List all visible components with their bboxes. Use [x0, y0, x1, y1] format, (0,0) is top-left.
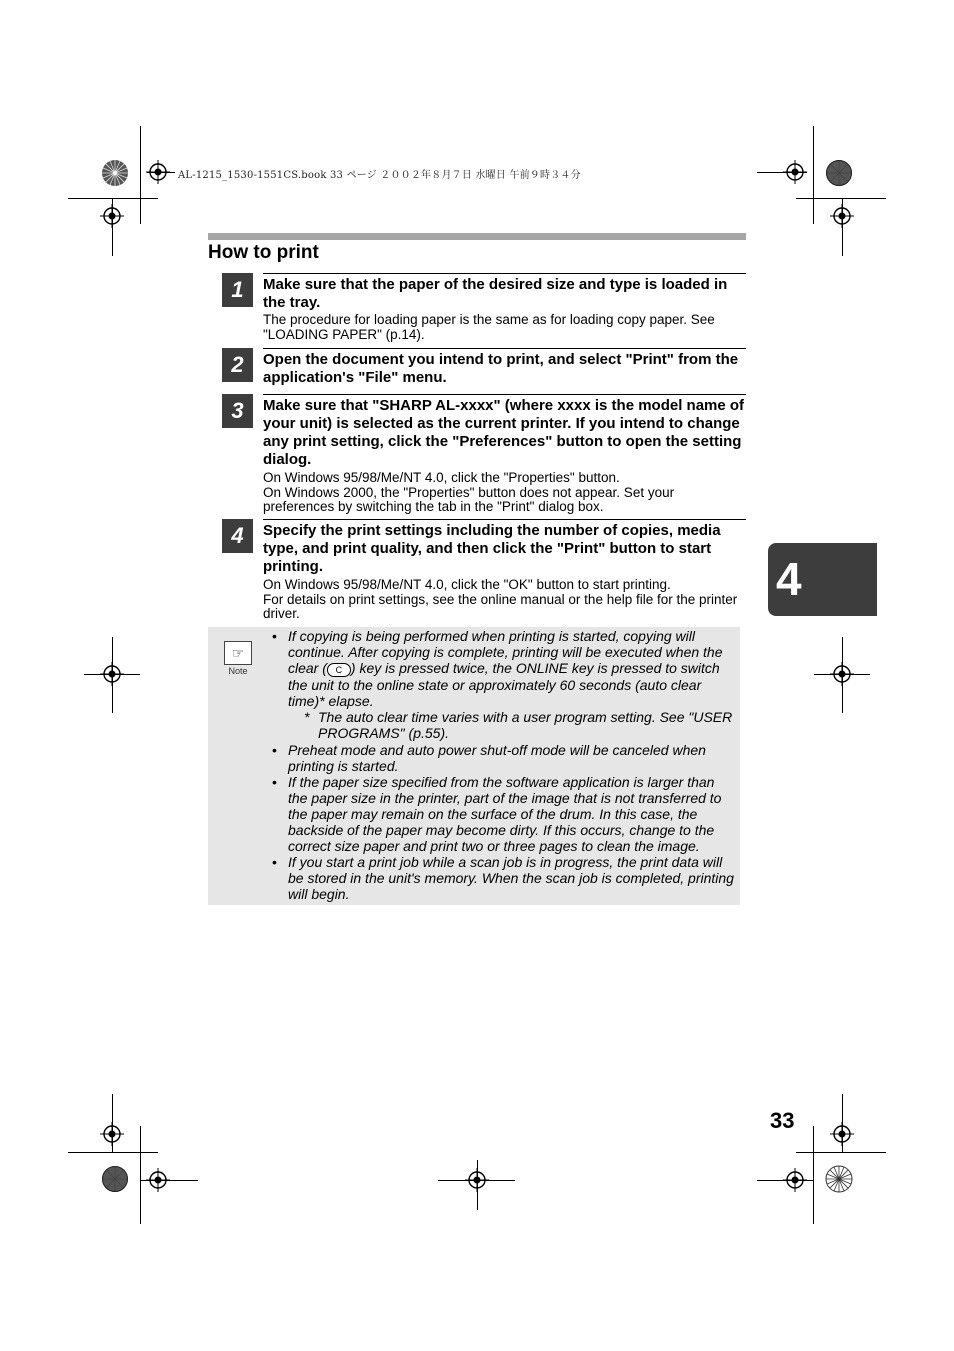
note-text: If you start a print job while a scan job is in progress, the print data will be stored in the unit's memory. When the scan job is completed, printing will begin.: [288, 854, 734, 903]
note-label: Note: [228, 666, 248, 676]
chapter-tab: 4: [768, 543, 877, 616]
registration-mark-icon: [465, 1168, 489, 1192]
step-number-badge: 1: [222, 273, 253, 307]
step-paragraph: On Windows 95/98/Me/NT 4.0, click the "OK" button to start printing.: [263, 577, 671, 592]
step-paragraph: For details on print settings, see the online manual or the help file for the printer driver.: [263, 591, 738, 622]
note-item: [272, 854, 735, 902]
note-text: Preheat mode and auto power shut-off mode will be canceled when printing is started.: [288, 741, 706, 774]
footnote-marker: *: [304, 709, 310, 726]
footnote-text: The auto clear time varies with a user program setting. See "USER PROGRAMS" (p.55).: [318, 709, 733, 742]
step-content: [263, 348, 746, 387]
section-rule: [208, 233, 746, 240]
page-number: 33: [770, 1108, 795, 1133]
starburst-mark-icon: [101, 1165, 129, 1193]
note-text: ) key is pressed twice, the ONLINE key is pressed to switch the unit to the online state or approximately 60 seconds (auto clear time)* elapse.: [288, 660, 720, 710]
step-paragraph: The procedure for loading paper is the same as for loading copy paper. See "LOADING PAPER" (p.14).: [263, 312, 715, 342]
step-content: [263, 519, 746, 622]
step-text: [263, 578, 746, 622]
registration-mark-icon: [100, 1122, 124, 1146]
note-item: [272, 628, 735, 742]
bullet: •: [272, 854, 277, 871]
registration-mark-icon: [830, 662, 854, 686]
note-list: [272, 628, 735, 903]
note-box: [208, 627, 740, 905]
note-item: [272, 774, 735, 854]
section-title: How to print: [208, 242, 319, 263]
note-footnote: [288, 709, 735, 741]
pointing-hand-icon: ☞: [224, 641, 252, 665]
step-number-badge: 3: [222, 394, 253, 428]
step-heading: Make sure that "SHARP AL-xxxx" (where xxxx is the model name of your unit) is selected as the current printer. If you intend to change any print setting, click the "Preferences" button to open the setting dialog.: [263, 397, 745, 468]
starburst-mark-icon: [825, 159, 853, 187]
step-number-badge: 2: [222, 348, 253, 382]
note-badge: [222, 641, 254, 676]
clear-key-icon: C: [327, 663, 351, 677]
starburst-mark-icon: [825, 1165, 853, 1193]
print-header: AL-1215_1530-1551CS.book 33 ページ ２００２年８月７日 水曜日 午前９時３４分: [178, 170, 581, 181]
step-paragraph: On Windows 2000, the "Properties" button does not appear. Set your preferences by switching the tab in the "Print" dialog box.: [263, 484, 675, 515]
note-text: If the paper size specified from the software application is larger than the paper size in the printer, part of the image that is not transferred to the paper may remain on the surface of the drum. In this case, the backside of the paper may become dirty. If this occurs, change to the correct size paper and print two or three pages to clean the image.: [288, 773, 722, 855]
registration-mark-icon: [146, 1168, 170, 1192]
step-content: [263, 273, 746, 342]
step-heading: Open the document you intend to print, and select "Print" from the application's "File" menu.: [263, 351, 739, 386]
registration-mark-icon: [830, 204, 854, 228]
registration-mark-icon: [783, 1168, 807, 1192]
registration-mark-icon: [830, 1122, 854, 1146]
step-text: [263, 471, 746, 515]
bullet: •: [272, 628, 277, 644]
step-number-badge: 4: [222, 519, 253, 553]
step-content: [263, 394, 746, 515]
note-text: If copying is being performed when printing is started, copying will continue. After copying is complete, printing will be executed when the clear (: [288, 628, 723, 677]
registration-mark-icon: [783, 160, 807, 184]
step-text: [263, 313, 746, 342]
step-paragraph: On Windows 95/98/Me/NT 4.0, click the "Properties" button.: [263, 470, 620, 485]
starburst-mark-icon: [101, 159, 129, 187]
bullet: •: [272, 773, 277, 790]
registration-mark-icon: [100, 204, 124, 228]
note-item: [272, 742, 735, 774]
registration-mark-icon: [146, 160, 170, 184]
bullet: •: [272, 741, 277, 758]
step-heading: Make sure that the paper of the desired size and type is loaded in the tray.: [263, 276, 728, 311]
registration-mark-icon: [100, 662, 124, 686]
step-heading: Specify the print settings including the number of copies, media type, and print quality, and then click the "Print" button to start printing.: [263, 522, 721, 575]
